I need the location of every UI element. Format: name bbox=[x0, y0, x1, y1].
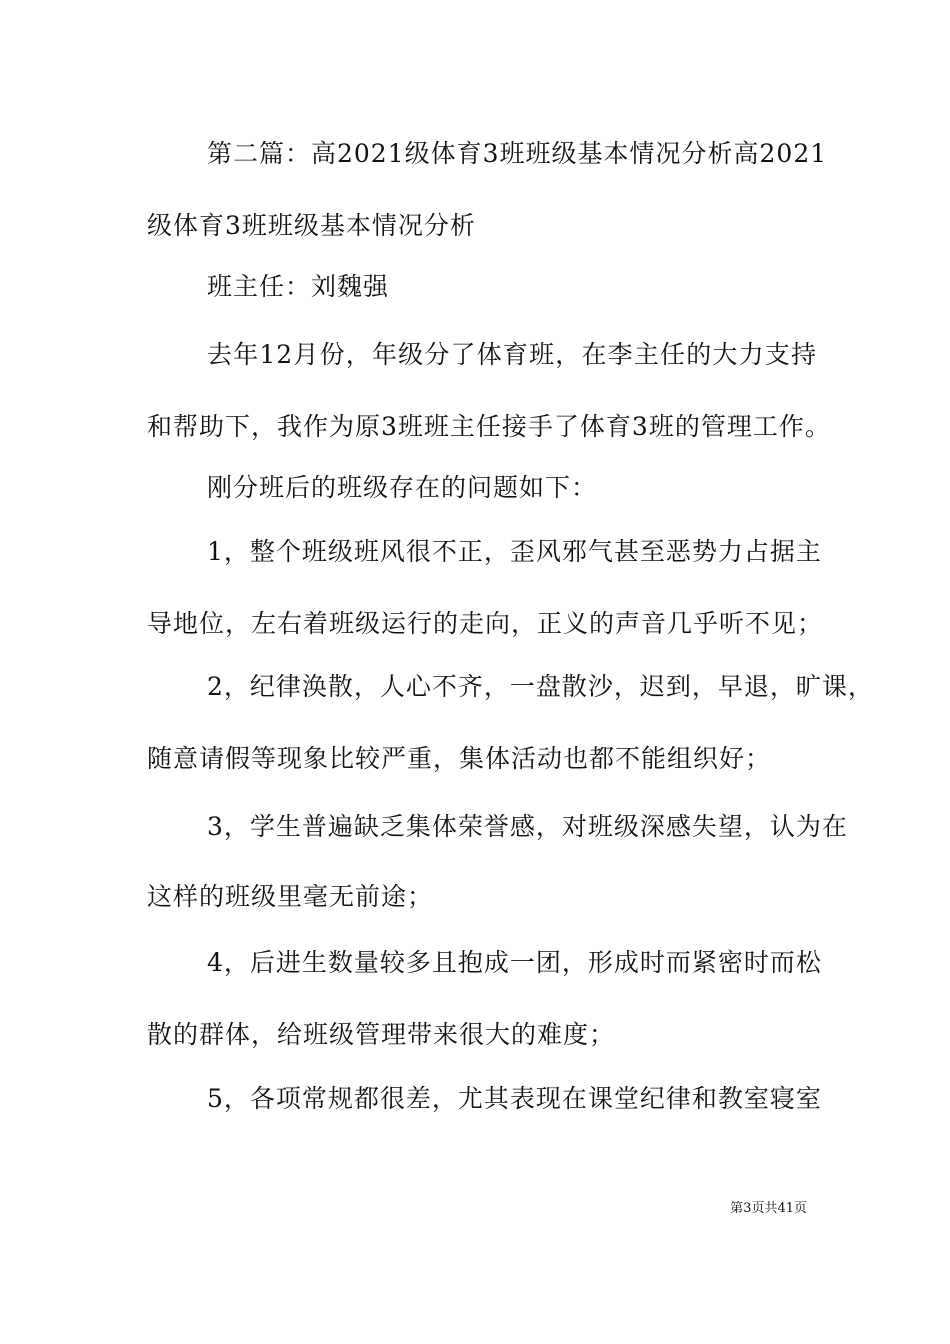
list-item-4-line: 散的群体，给班级管理带来很大的难度； bbox=[147, 1020, 616, 1049]
list-item-5-line: 5，各项常规都很差，尤其表现在课堂纪律和教室寝室 bbox=[207, 1084, 822, 1113]
paragraph-line: 和帮助下，我作为原3班班主任接手了体育3班的管理工作。 bbox=[147, 412, 831, 441]
page-number: 第3页共41页 bbox=[730, 1201, 807, 1216]
heading-line-1: 第二篇：高2021级体育3班班级基本情况分析高2021 bbox=[207, 139, 828, 168]
list-item-2-line: 随意请假等现象比较严重，集体活动也都不能组织好； bbox=[147, 744, 772, 773]
paragraph-line: 刚分班后的班级存在的问题如下： bbox=[207, 473, 598, 502]
teacher-line: 班主任：刘魏强 bbox=[207, 272, 390, 301]
paragraph-line: 去年12月份，年级分了体育班，在李主任的大力支持 bbox=[207, 340, 817, 369]
heading-line-2: 级体育3班班级基本情况分析 bbox=[147, 211, 476, 240]
list-item-2-line: 2，纪律涣散，人心不齐，一盘散沙，迟到，早退，旷课， bbox=[207, 672, 874, 701]
list-item-3-line: 3，学生普遍缺乏集体荣誉感，对班级深感失望，认为在 bbox=[207, 812, 848, 841]
list-item-3-line: 这样的班级里毫无前途； bbox=[147, 882, 434, 911]
list-item-1-line: 导地位，左右着班级运行的走向，正义的声音几乎听不见； bbox=[147, 609, 824, 638]
list-item-4-line: 4，后进生数量较多且抱成一团，形成时而紧密时而松 bbox=[207, 948, 822, 977]
list-item-1-line: 1，整个班级班风很不正，歪风邪气甚至恶势力占据主 bbox=[207, 537, 822, 566]
